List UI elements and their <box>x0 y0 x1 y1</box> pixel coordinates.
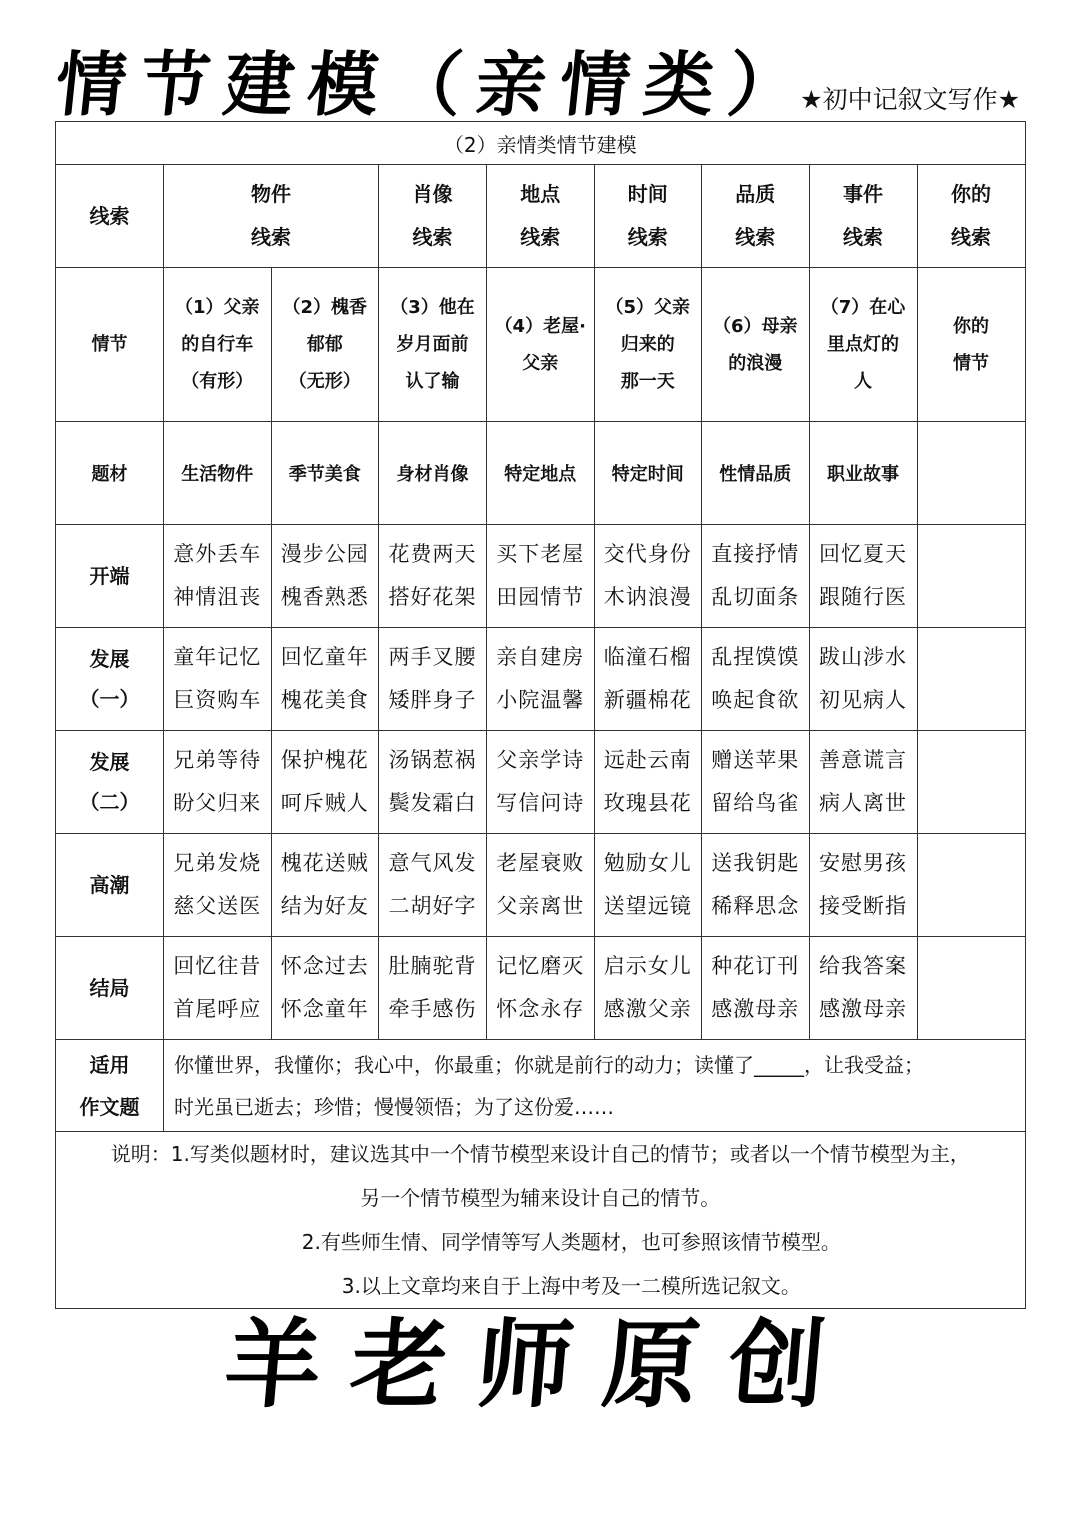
stage-cell: 父亲学诗 写信问诗 <box>487 731 595 834</box>
stage-cell-empty <box>917 525 1025 628</box>
stage-cell: 给我答案 感激母亲 <box>809 937 917 1040</box>
plot-cell: （7）在心 里点灯的 人 <box>809 268 917 422</box>
topic-cell: 特定地点 <box>487 422 595 525</box>
note-line: 3.以上文章均来自于上海中考及一二模所选记叙文。 <box>341 1274 801 1298</box>
stage-row <box>56 525 1026 628</box>
stage-cell: 善意谎言 病人离世 <box>809 731 917 834</box>
stage-cell: 启示女儿 感激父亲 <box>594 937 702 1040</box>
plot-cell: （6）母亲 的浪漫 <box>702 268 810 422</box>
stage-cell: 槐花送贼 结为好友 <box>271 834 379 937</box>
title-row <box>51 43 1026 126</box>
stage-cell: 花费两天 搭好花架 <box>379 525 487 628</box>
stage-row <box>56 731 1026 834</box>
stage-cell: 安慰男孩 接受断指 <box>809 834 917 937</box>
stage-cell: 兄弟等待 盼父归来 <box>164 731 272 834</box>
notes-row <box>56 1132 1026 1309</box>
stage-cell: 临潼石榴 新疆棉花 <box>594 628 702 731</box>
row-label-clue: 线索 <box>56 165 164 268</box>
row-label-stage: 结局 <box>56 937 164 1040</box>
main-title: 情节建模（亲情类） <box>51 43 817 126</box>
plot-cell: （2）槐香 郁郁 （无形） <box>271 268 379 422</box>
stage-cell-empty <box>917 937 1025 1040</box>
topic-cell: 季节美食 <box>271 422 379 525</box>
clue-header: 品质 线索 <box>702 165 810 268</box>
stage-cell: 回忆往昔 首尾呼应 <box>164 937 272 1040</box>
topic-cell <box>917 422 1025 525</box>
plot-row <box>56 268 1026 422</box>
stage-cell-empty <box>917 628 1025 731</box>
plot-model-table <box>55 121 1026 1309</box>
stage-cell: 童年记忆 巨资购车 <box>164 628 272 731</box>
stage-cell: 送我钥匙 稀释思念 <box>702 834 810 937</box>
stage-cell: 赠送苹果 留给鸟雀 <box>702 731 810 834</box>
clue-row <box>56 165 1026 268</box>
stage-cell: 保护槐花 呵斥贼人 <box>271 731 379 834</box>
topic-cell: 职业故事 <box>809 422 917 525</box>
stage-cell: 兄弟发烧 慈父送医 <box>164 834 272 937</box>
note-line: 另一个情节模型为辅来设计自己的情节。 <box>360 1186 721 1210</box>
stage-cell: 跋山涉水 初见病人 <box>809 628 917 731</box>
plot-cell: （5）父亲 归来的 那一天 <box>594 268 702 422</box>
stage-cell: 肚腩驼背 牵手感伤 <box>379 937 487 1040</box>
plot-cell: （3）他在 岁月面前 认了输 <box>379 268 487 422</box>
stage-cell: 记忆磨灭 怀念永存 <box>487 937 595 1040</box>
topic-cell: 生活物件 <box>164 422 272 525</box>
stage-row <box>56 628 1026 731</box>
apply-topics: 你懂世界，我懂你；我心中，你最重；你就是前行的动力；读懂了_____，让我受益； 时光虽已逝去；珍惜；慢慢领悟；为了这份爱…… <box>164 1040 1026 1132</box>
plot-cell: （4）老屋· 父亲 <box>487 268 595 422</box>
stage-cell: 意外丢车 神情沮丧 <box>164 525 272 628</box>
topic-cell: 性情品质 <box>702 422 810 525</box>
clue-header: 肖像 线索 <box>379 165 487 268</box>
stage-cell: 直接抒情 乱切面条 <box>702 525 810 628</box>
clue-header: 时间 线索 <box>594 165 702 268</box>
stage-row <box>56 937 1026 1040</box>
notes-cell <box>56 1132 1026 1309</box>
stage-cell: 回忆童年 槐花美食 <box>271 628 379 731</box>
stage-cell-empty <box>917 834 1025 937</box>
stage-cell: 勉励女儿 送望远镜 <box>594 834 702 937</box>
row-label-plot: 情节 <box>56 268 164 422</box>
stage-cell: 种花订刊 感激母亲 <box>702 937 810 1040</box>
stage-cell: 漫步公园 槐香熟悉 <box>271 525 379 628</box>
stage-cell: 怀念过去 怀念童年 <box>271 937 379 1040</box>
stage-cell-empty <box>917 731 1025 834</box>
row-label-apply: 适用 作文题 <box>56 1040 164 1132</box>
plot-cell: 你的 情节 <box>917 268 1025 422</box>
row-label-stage: 高潮 <box>56 834 164 937</box>
stage-cell: 老屋衰败 父亲离世 <box>487 834 595 937</box>
table-caption: （2）亲情类情节建模 <box>56 122 1026 165</box>
clue-header: 物件 线索 <box>164 165 379 268</box>
stage-cell: 买下老屋 田园情节 <box>487 525 595 628</box>
topic-cell: 身材肖像 <box>379 422 487 525</box>
clue-header: 地点 线索 <box>487 165 595 268</box>
clue-header: 你的 线索 <box>917 165 1025 268</box>
stage-cell: 汤锅惹祸 鬓发霜白 <box>379 731 487 834</box>
apply-row <box>56 1040 1026 1132</box>
note-line: 说明：1.写类似题材时，建议选其中一个情节模型来设计自己的情节；或者以一个情节模型为主， <box>110 1142 970 1166</box>
stage-cell: 回忆夏天 跟随行医 <box>809 525 917 628</box>
row-label-stage: 开端 <box>56 525 164 628</box>
row-label-topic: 题材 <box>56 422 164 525</box>
topic-row <box>56 422 1026 525</box>
stage-cell: 意气风发 二胡好字 <box>379 834 487 937</box>
stage-cell: 两手叉腰 矮胖身子 <box>379 628 487 731</box>
stage-cell: 亲自建房 小院温馨 <box>487 628 595 731</box>
stage-cell: 交代身份 木讷浪漫 <box>594 525 702 628</box>
plot-cell: （1）父亲 的自行车 （有形） <box>164 268 272 422</box>
subtitle: ★初中记叙文写作★ <box>800 85 1020 114</box>
clue-header: 事件 线索 <box>809 165 917 268</box>
row-label-stage: 发展 （二） <box>56 731 164 834</box>
stage-cell: 乱捏馍馍 唤起食欲 <box>702 628 810 731</box>
topic-cell: 特定时间 <box>594 422 702 525</box>
stage-row <box>56 834 1026 937</box>
footer-signature: 羊老师原创 <box>220 1308 860 1421</box>
row-label-stage: 发展 （一） <box>56 628 164 731</box>
stage-cell: 远赴云南 玫瑰县花 <box>594 731 702 834</box>
note-line: 2.有些师生情、同学情等写人类题材，也可参照该情节模型。 <box>301 1230 841 1254</box>
